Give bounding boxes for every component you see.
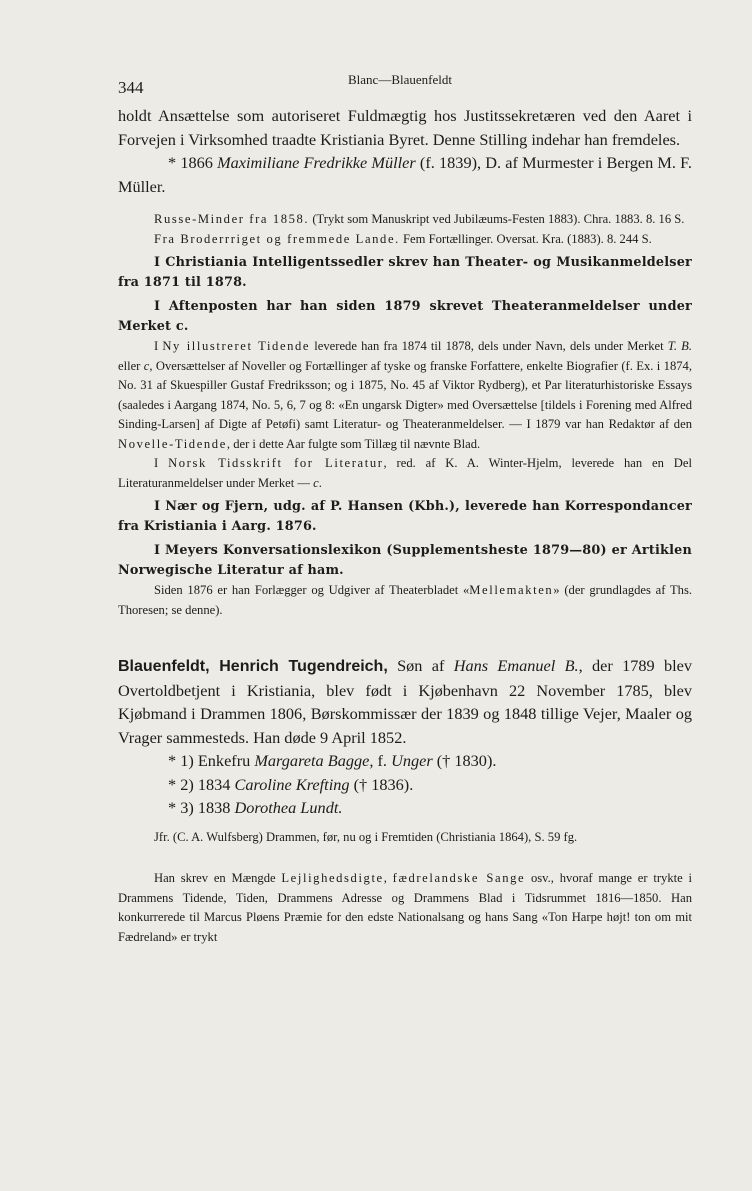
spouse-name: Maximiliane Fredrikke Müller [217, 153, 416, 172]
fraktur-meyers: I Meyers Konversationslexikon (Supplementsheste 1879—80) er Artiklen Norwegische Literatur af ham. [118, 543, 692, 578]
fraktur-aftenposten: I Aftenposten har han siden 1879 skrevet Theateranmeldelser under Merket c. [118, 299, 692, 334]
paragraph-mellemakten: Siden 1876 er han Forlægger og Udgiver af Theaterbladet «Mellemakten» (der grundlagdes af Ths. Thoresen; se denne). [118, 583, 692, 617]
paragraph-lejlighedsdigte: Han skrev en Mængde Lejlighedsdigte, fædrelandske Sange osv., hvoraf mange er trykte i Drammens Tidende, Tiden, Drammens Adresse og Drammens Blad i Tidsrummet 1816—1850. Han konkurrerede til Marcus Pløens Præmie for den edste Nationalsang og hans Sang «Ton Harpe højt! ton om mit Fædreland» er trykt [118, 871, 692, 944]
fraktur-christiania-intelligens: I Christiania Intelligentssedler skrev han Theater- og Musikanmeldelser fra 1871 til 1878. [118, 255, 692, 290]
page-header [118, 72, 692, 98]
paragraph-norsk-tidsskrift: I Norsk Tidsskrift for Literatur, red. af K. A. Winter-Hjelm, leverede han en Del Literaturanmeldelser under Merket — c. [118, 456, 692, 490]
marriage-entry: * 1866 Maximiliane Fredrikke Müller (f. 1839), D. af Murmester i Bergen M. F. Müller. [118, 153, 692, 196]
work-broderriget: Fra Broderrriget og fremmede Lande. Fem Fortællinger. Oversat. Kra. (1883). 8. 244 S. [154, 231, 652, 246]
running-head: Blanc—Blauenfeldt [348, 72, 452, 87]
entry-blauenfeldt: Blauenfeldt, Henrich Tugendreich, Søn af Hans Emanuel B., der 1789 blev Overtoldbetjent i Kristiania, blev født i Kjøbenhavn 22 November 1785, blev Kjøbmand i Drammen 1806, Børskommissær der 1839 og 1848 tillige Vejer, Maaler og Vrager sammesteds. Han døde 9 April 1852. [118, 656, 692, 747]
page-body [118, 104, 692, 947]
marriage-1: * 1) Enkefru Margareta Bagge, f. Unger († 1830). [168, 751, 497, 770]
marriage-3: * 3) 1838 Dorothea Lundt. [168, 798, 343, 817]
reference-jfr: Jfr. (C. A. Wulfsberg) Drammen, før, nu og i Fremtiden (Christiania 1864), S. 59 fg. [154, 829, 578, 844]
fraktur-naer-og-fjern: I Nær og Fjern, udg. af P. Hansen (Kbh.), leverede han Korrespondancer fra Kristiania i Aarg. 1876. [118, 499, 692, 534]
entry-heading: Blauenfeldt, Henrich Tugendreich, [118, 658, 388, 675]
paragraph-ny-illustreret: I Ny illustreret Tidende leverede han fra 1874 til 1878, dels under Navn, dels under Merket T. B. eller c, Oversættelser af Noveller og Fortællinger af tyske og franske Forfattere, enkelte Biografier (f. Ex. i 1874, No. 31 af Skuespiller Gustaf Fredriksson; og i 1875, No. 45 af Viktor Rydberg), et Par literaturhistoriske Essays (saaledes i Aargang 1874, No. 5, 6, 7 og 8: «En ungarsk Digter» med Oversættelse [tildels i Forening med Alfred Sinding-Larsen] af Digte af Petøfi) samt Literatur- og Theateranmeldelser. — I 1879 var han Redaktør af den Novelle-Tidende, der i dette Aar fulgte som Tillæg til nævnte Blad. [118, 339, 692, 451]
work-russe-minder: Russe-Minder fra 1858. (Trykt som Manuskript ved Jubilæums-Festen 1883). Chra. 1883. 8. 16 S. [154, 212, 685, 226]
marriage-2: * 2) 1834 Caroline Krefting († 1836). [168, 774, 414, 794]
paragraph-employment: holdt Ansættelse som autoriseret Fuldmægtig hos Justitssekretæren ved den Aaret i Forvejen i Virksomhed traadte Kristiania Byret. Denne Stilling indehar han fremdeles. [118, 106, 692, 149]
page-number: 344 [118, 78, 144, 97]
